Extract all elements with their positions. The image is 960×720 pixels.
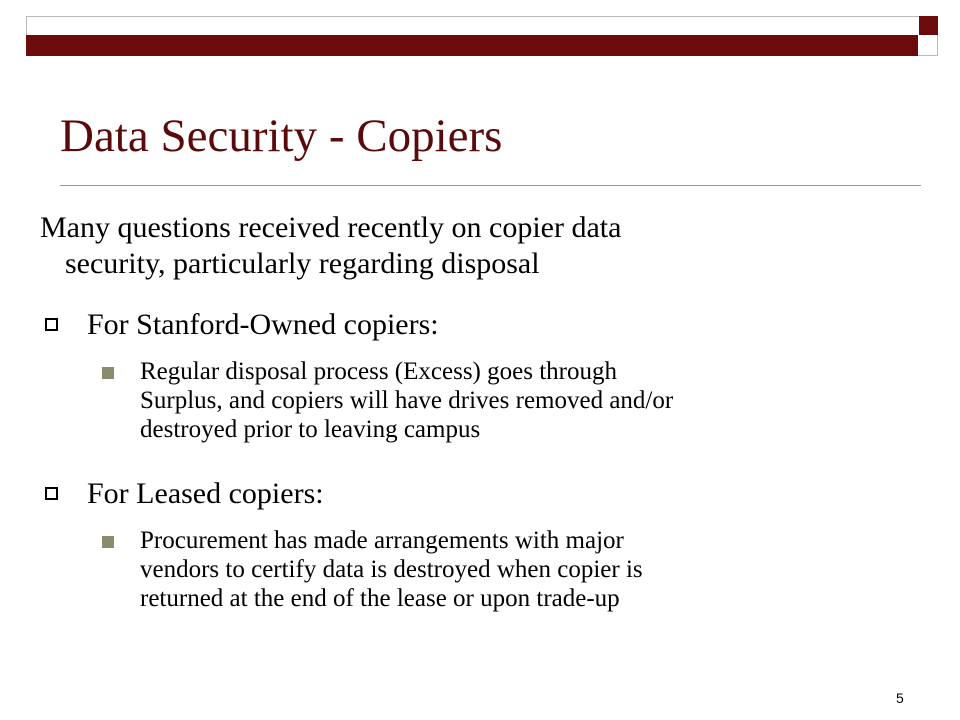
title-divider — [60, 185, 921, 186]
section-leased-detail — [102, 526, 643, 613]
hollow-square-bullet-icon — [45, 318, 58, 331]
slide-title: Data Security - Copiers — [60, 110, 503, 162]
page-number: 5 — [896, 690, 904, 706]
header-accent-bar — [26, 35, 918, 56]
hollow-square-bullet-icon — [45, 487, 58, 500]
section-leased-heading — [40, 476, 324, 512]
intro-paragraph — [40, 210, 900, 282]
filled-square-bullet-icon — [102, 536, 114, 548]
section-owned-detail-line-3: destroyed prior to leaving campus — [140, 416, 481, 443]
section-owned-detail-line-2: Surplus, and copiers will have drives removed and/or — [140, 387, 674, 414]
section-owned-detail-line-1: Regular disposal process (Excess) goes through — [140, 358, 617, 385]
section-leased-heading-text: For Leased copiers: — [87, 477, 324, 510]
section-owned-heading — [40, 307, 439, 343]
intro-line-2: security, particularly regarding disposal — [65, 247, 540, 280]
section-leased-detail-line-1: Procurement has made arrangements with major — [140, 527, 624, 554]
section-leased-detail-line-3: returned at the end of the lease or upon trade-up — [140, 585, 620, 612]
section-owned-heading-text: For Stanford-Owned copiers: — [87, 308, 439, 341]
section-leased-detail-line-2: vendors to certify data is destroyed when copier is — [140, 556, 643, 583]
intro-line-1: Many questions received recently on copier data — [40, 211, 622, 244]
filled-square-bullet-icon — [102, 367, 114, 379]
header-accent-square — [919, 16, 938, 35]
section-owned-detail — [102, 357, 673, 444]
